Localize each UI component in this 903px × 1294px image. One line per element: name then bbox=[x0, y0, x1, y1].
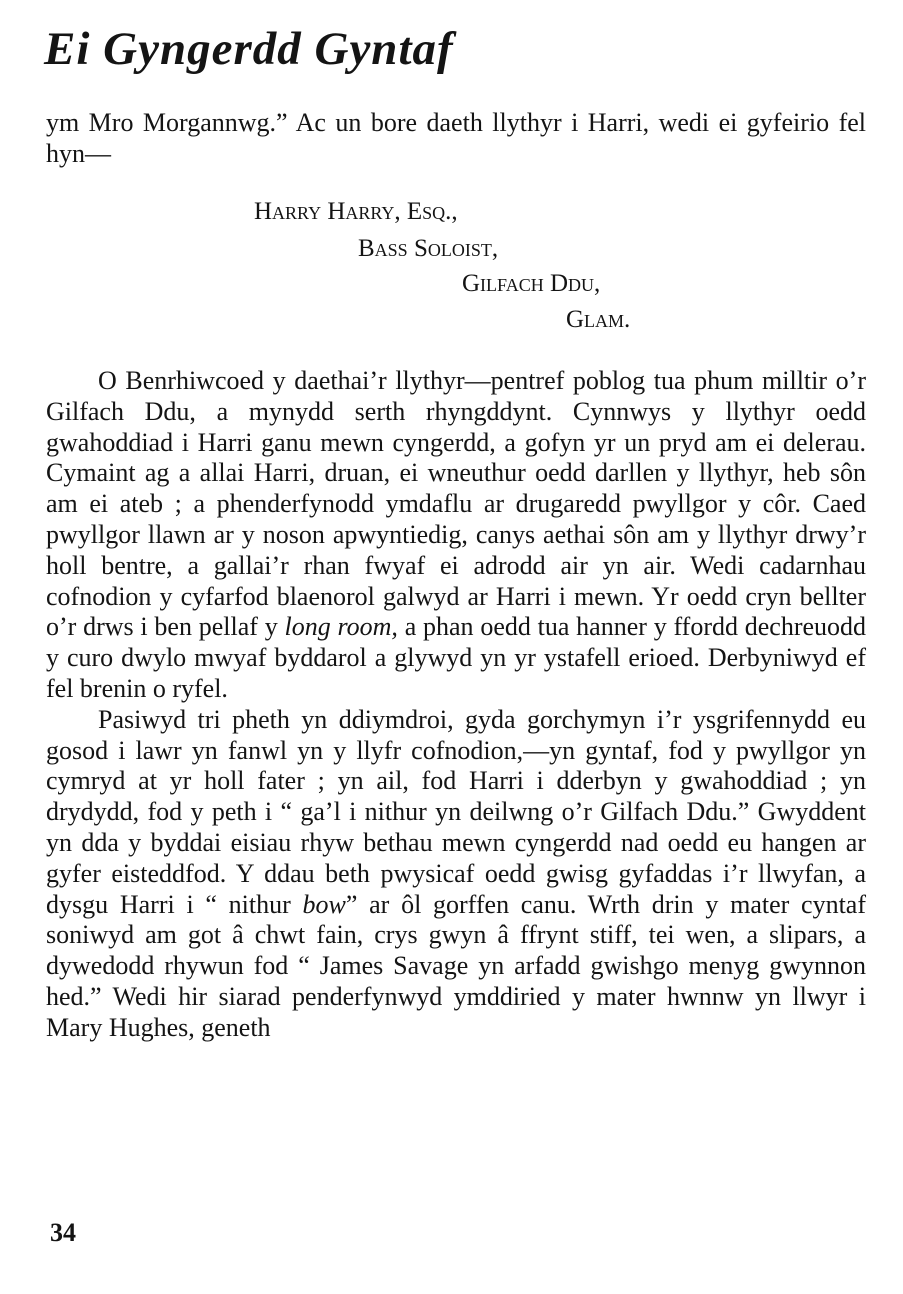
page-number: 34 bbox=[50, 1218, 76, 1247]
address-line-name: Harry Harry, Esq., bbox=[254, 198, 458, 225]
paragraph-2-text-a: O Benrhiwcoed y daethai’r llythyr—pentref poblog tua phum milltir o’r Gilfach Ddu, a mynydd serth rhyngddynt. Cynnwys y llythyr oedd gwahoddiad i Harri ganu mewn cyngerdd, a gofyn yr un pryd am ei delerau. Cymaint ag a allai Harri, druan, ei wneuthur oedd darllen y llythyr, heb sôn am ei ateb ; a phenderfynodd ymdaflu ar drugaredd pwyllgor y côr. Caed pwyllgor llawn ar y noson apwyntiedig, canys aethai sôn am y llythyr drwy’r holl bentre, a gallai’r rhan fwyaf ei adrodd air yn air. Wedi cadarnhau cofnodion y cyfarfod blaenorol galwyd ar Harri i mewn. Yr oedd cryn bellter o’r drws i ben pellaf y bbox=[46, 366, 866, 642]
paragraph-3-italic: bow bbox=[302, 889, 346, 919]
opening-text-block bbox=[46, 108, 866, 170]
address-line-place: Gilfach Ddu, bbox=[462, 270, 601, 297]
running-title: Ei Gyngerdd Gyntaf bbox=[44, 23, 454, 75]
paragraph-2-italic: long room, bbox=[284, 612, 398, 642]
paragraph-letter-committee bbox=[46, 366, 866, 705]
main-text-block bbox=[46, 366, 866, 1044]
paragraph-3-text-a: Pasiwyd tri pheth yn ddiymdroi, gyda gorchymyn i’r ysgrifennydd eu gosod i lawr yn fanwl yn y llyfr cofnodion,—yn gyntaf, fod y pwyllgor yn cymryd at yr holl fater ; yn ail, fod Harri i dderbyn y gwahoddiad ; yn drydydd, fod y peth i “ ga’l i nithur yn deilwng o’r Gilfach Ddu.” Gwyddent yn dda y byddai eisiau rhyw bethau mewn cyngerdd nad oedd eu hangen ar gyfer eisteddfod. Y ddau beth pwysicaf oedd gwisg gyfaddas i’r llwyfan, a dysgu Harri i “ nithur bbox=[46, 704, 866, 919]
address-line-title: Bass Soloist, bbox=[358, 235, 499, 262]
paragraph-2-text-b: a phan oedd tua hanner y ffordd dechreuodd y curo dwylo mwyaf byddarol a glywyd yn yr ystafell erioed. Derbyniwyd ef fel brenin o ryfel. bbox=[46, 612, 867, 703]
opening-paragraph: ym Mro Morgannwg.” Ac un bore daeth llythyr i Harri, wedi ei gyfeirio fel hyn— bbox=[46, 108, 866, 168]
address-line-county: Glam. bbox=[566, 306, 631, 333]
paragraph-3-text-b: ” ar ôl gorffen canu. Wrth drin y mater cyntaf soniwyd am got â chwt fain, crys gwyn â ffrynt stiff, tei wen, a slipars, a dywedodd rhywun fod “ James Savage yn arfadd gwishgo menyg gwynnon hed.” Wedi hir siarad penderfynwyd ymddiried y mater hwnnw yn llwyr i Mary Hughes, geneth bbox=[46, 889, 866, 1042]
paragraph-resolutions bbox=[46, 705, 866, 1044]
